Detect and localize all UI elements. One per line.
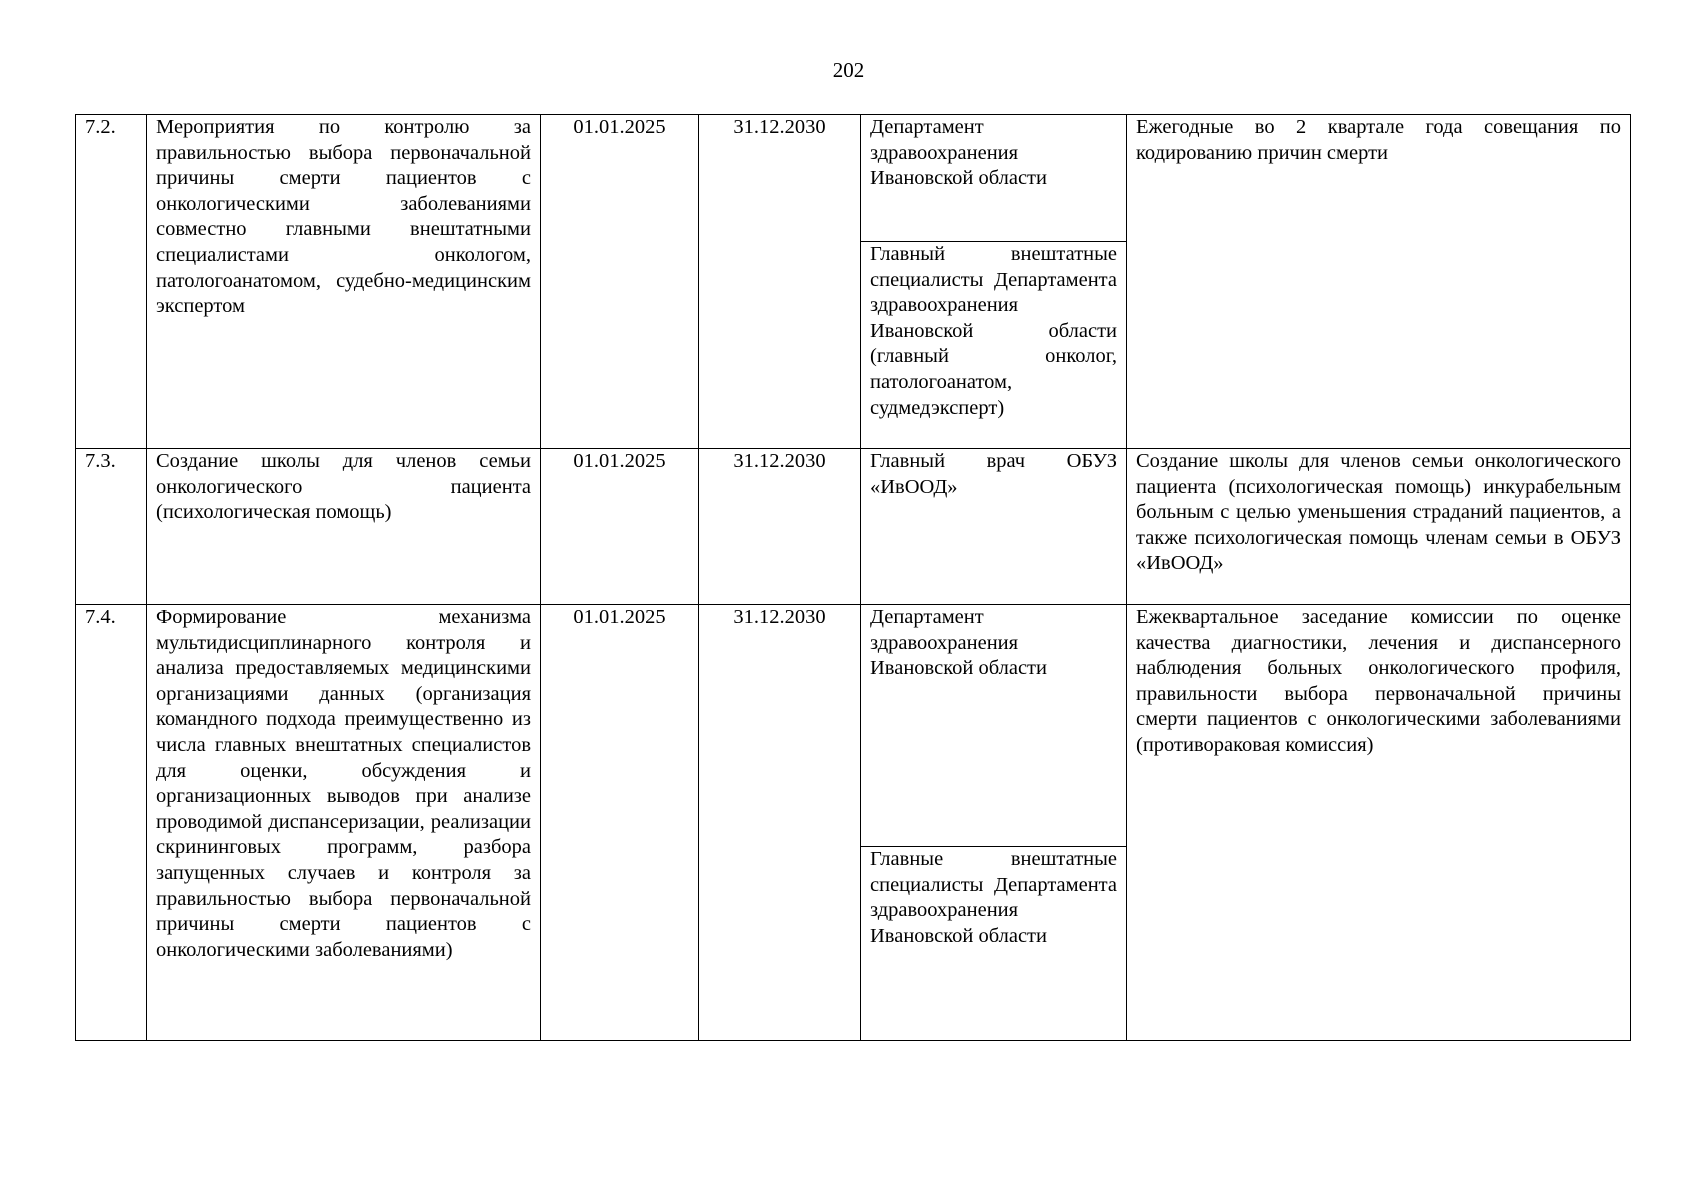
- activity-cell: Создание школы для членов семьи онкологического пациента (психологическая помощь): [147, 449, 541, 605]
- activity-cell: Формирование механизма мультидисциплинарного контроля и анализа предоставляемых медицинскими организациями данных (организация командного подхода преимущественно из числа главных внештатных специалистов для оценки, обсуждения и организационных выводов при анализе проводимой диспансеризации, реализации скрининговых программ, разбора запущенных случаев и контроля за правильностью выбора первоначальной причины смерти пациентов с онкологическими заболеваниями): [147, 605, 541, 1041]
- responsible-cell: Главный внештатные специалисты Департамента здравоохранения Ивановской области (главный онколог, патологоанатом, судмедэксперт): [861, 242, 1127, 449]
- responsible-cell: Департамент здравоохранения Ивановской области: [861, 605, 1127, 847]
- result-cell: Создание школы для членов семьи онкологического пациента (психологическая помощь) инкурабельным больным с целью уменьшения страданий пациентов, а также психологическая помощь членам семьи в ОБУЗ «ИвООД»: [1127, 449, 1631, 605]
- table-row: [76, 449, 1631, 605]
- activity-cell: Мероприятия по контролю за правильностью выбора первоначальной причины смерти пациентов с онкологическими заболеваниями совместно главными внештатными специалистами онкологом, патологоанатомом, судебно-медицинским экспертом: [147, 115, 541, 449]
- responsible-cell: Главные внештатные специалисты Департамента здравоохранения Ивановской области: [861, 847, 1127, 1041]
- activities-table: [75, 114, 1631, 1041]
- responsible-cell: Департамент здравоохранения Ивановской области: [861, 115, 1127, 242]
- row-number: 7.4.: [76, 605, 147, 1041]
- start-date: 01.01.2025: [541, 115, 699, 449]
- end-date: 31.12.2030: [699, 605, 861, 1041]
- result-cell: Ежеквартальное заседание комиссии по оценке качества диагностики, лечения и диспансерного наблюдения больных онкологического профиля, правильности выбора первоначальной причины смерти пациентов с онкологическими заболеваниями (противораковая комиссия): [1127, 605, 1631, 1041]
- row-number: 7.3.: [76, 449, 147, 605]
- end-date: 31.12.2030: [699, 449, 861, 605]
- page-number: 202: [832, 58, 865, 82]
- table-row: [76, 605, 1631, 847]
- row-number: 7.2.: [76, 115, 147, 449]
- table-row: [76, 115, 1631, 242]
- end-date: 31.12.2030: [699, 115, 861, 449]
- start-date: 01.01.2025: [541, 605, 699, 1041]
- result-cell: Ежегодные во 2 квартале года совещания по кодированию причин смерти: [1127, 115, 1631, 449]
- start-date: 01.01.2025: [541, 449, 699, 605]
- responsible-cell: Главный врач ОБУЗ «ИвООД»: [861, 449, 1127, 605]
